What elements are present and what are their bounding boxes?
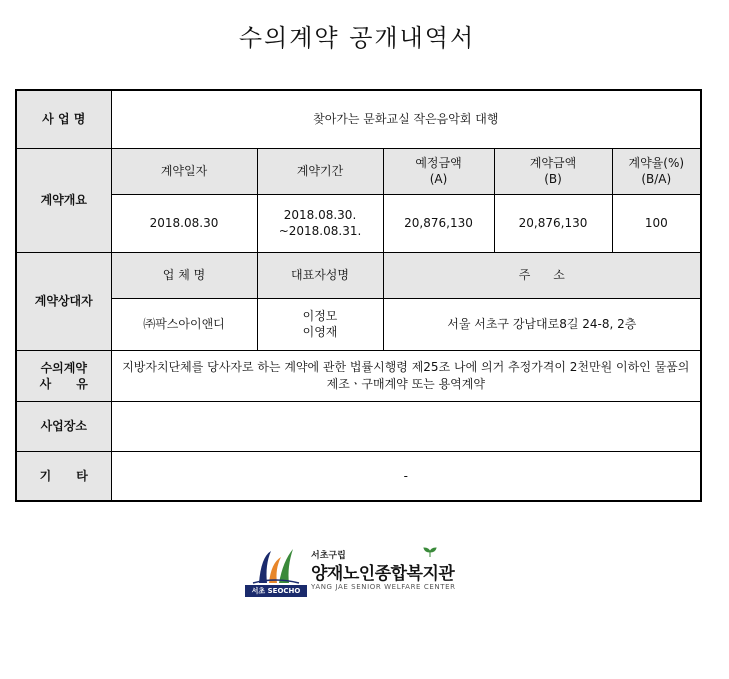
representative-1: 이정모: [302, 309, 338, 323]
reason-label-line2: 사 유: [39, 376, 88, 391]
contract-date-header: 계약일자: [111, 148, 257, 194]
company-value: ㈜팍스아이앤디: [111, 298, 257, 350]
reason-row: [16, 350, 701, 401]
org-name: 양재노인종합복지관: [311, 564, 455, 584]
reason-label: [16, 350, 111, 401]
contract-amount-header: [494, 148, 612, 194]
contract-rate-header-line1: 계약율(%): [628, 156, 685, 170]
company-header: 업 체 명: [111, 252, 257, 298]
overview-header-row: [16, 148, 701, 194]
contract-period-value: [257, 194, 383, 252]
contract-amount-value: 20,876,130: [494, 194, 612, 252]
location-label: 사업장소: [16, 401, 111, 451]
estimated-amount-value: 20,876,130: [383, 194, 494, 252]
counterparty-header-row: [16, 252, 701, 298]
other-value: -: [111, 451, 701, 501]
leaf-icon: [423, 547, 437, 557]
reason-text: 지방자치단체를 당사자로 하는 계약에 관한 법률시행령 제25조 나에 의거 추정가격이 2천만원 이하인 물품의 제조ㆍ구매계약 또는 용역계약: [111, 350, 701, 401]
contract-period-end: ~2018.08.31.: [278, 224, 362, 238]
estimated-amount-header-line2: (A): [429, 172, 448, 186]
overview-value-row: [16, 194, 701, 252]
project-label: 사 업 명: [16, 90, 111, 148]
contract-rate-value: 100: [612, 194, 701, 252]
representative-2: 이영재: [302, 325, 338, 339]
counterparty-value-row: [16, 298, 701, 350]
estimated-amount-header: [383, 148, 494, 194]
other-row: [16, 451, 701, 501]
contract-period-start: 2018.08.30.: [283, 208, 357, 222]
project-name: 찾아가는 문화교실 작은음악회 대행: [111, 90, 701, 148]
location-value: [111, 401, 701, 451]
org-name-english: YANG JAE SENIOR WELFARE CENTER: [311, 583, 456, 591]
contract-date-value: 2018.08.30: [111, 194, 257, 252]
representative-value: [257, 298, 383, 350]
contract-amount-header-line1: 계약금액: [529, 156, 577, 170]
org-prefix: 서초구립: [311, 551, 346, 561]
contract-disclosure-table: [15, 89, 702, 502]
other-label: 기 타: [16, 451, 111, 501]
contract-rate-header: [612, 148, 701, 194]
representative-header: 대표자성명: [257, 252, 383, 298]
project-row: [16, 90, 701, 148]
counterparty-label: 계약상대자: [16, 252, 111, 350]
address-header: 주 소: [383, 252, 701, 298]
location-row: [16, 401, 701, 451]
contract-period-header: 계약기간: [257, 148, 383, 194]
reason-label-line1: 수의계약: [40, 360, 87, 375]
document-title: 수의계약 공개내역서: [238, 24, 476, 52]
address-value: 서울 서초구 강남대로8길 24-8, 2층: [383, 298, 701, 350]
overview-label: 계약개요: [16, 148, 111, 252]
organization-logo: [243, 543, 473, 599]
contract-rate-header-line2: (B/A): [641, 172, 672, 186]
estimated-amount-header-line1: 예정금액: [415, 156, 462, 170]
emblem-caption: 서초 SEOCHO: [245, 585, 307, 597]
contract-amount-header-line2: (B): [544, 172, 562, 186]
